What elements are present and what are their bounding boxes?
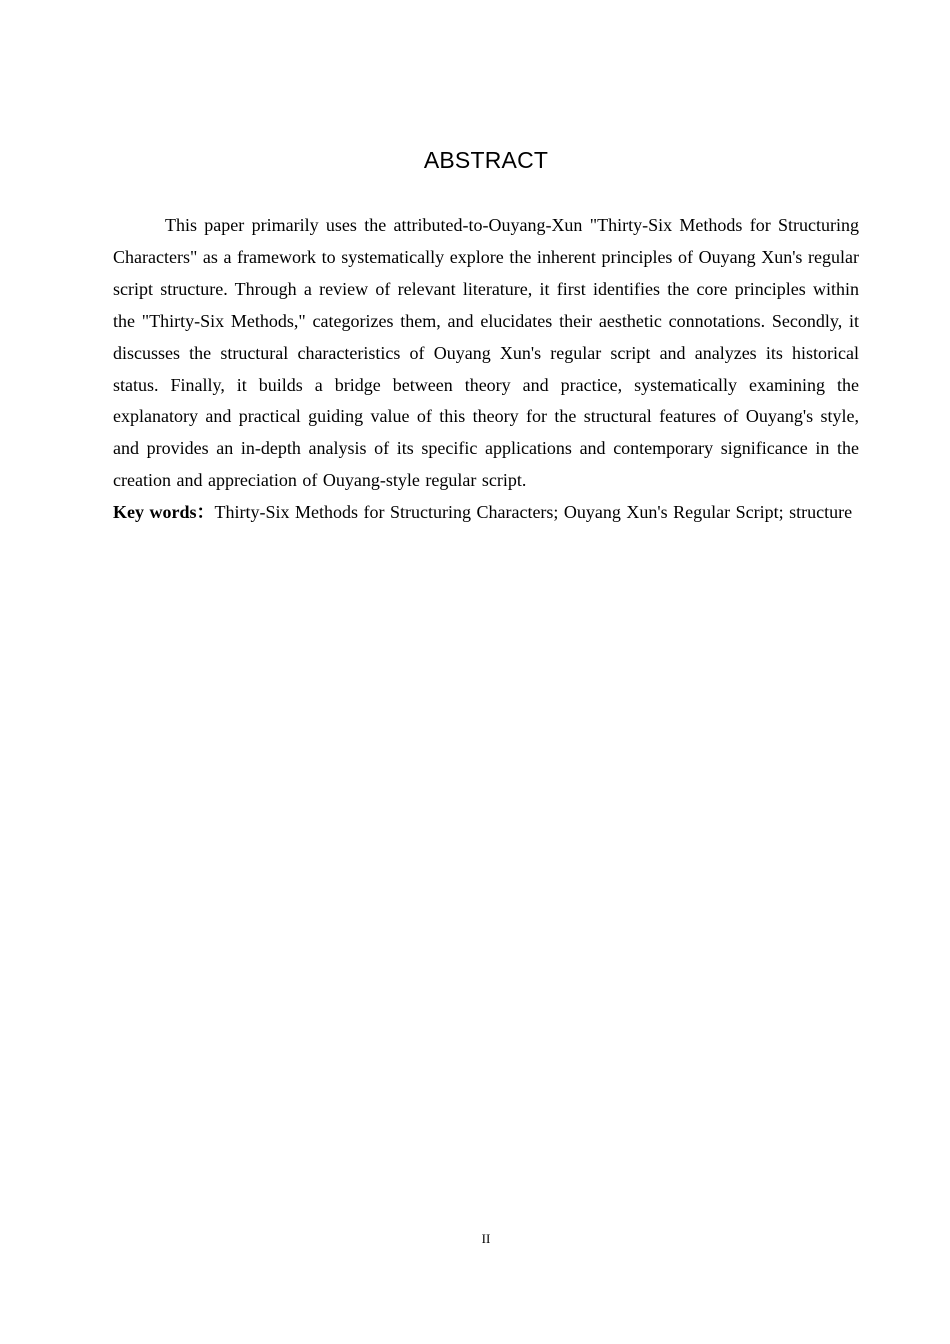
keywords-text: Thirty-Six Methods for Structuring Characters; Ouyang Xun's Regular Script; structure — [214, 502, 853, 523]
keywords-line — [113, 497, 859, 529]
page-number: II — [481, 1231, 491, 1246]
page-title: ABSTRACT — [423, 147, 549, 173]
abstract-body — [113, 210, 859, 529]
abstract-paragraph: This paper primarily uses the attributed-to-Ouyang-Xun "Thirty-Six Methods for Structuring Characters" as a framework to systematically explore the inherent principles of Ouyang Xun's regular script structure. Through a review of relevant literature, it first identifies the core principles within the "Thirty-Six Methods," categorizes them, and elucidates their aesthetic connotations. Secondly, it discusses the structural characteristics of Ouyang Xun's regular script and analyzes its historical status. Finally, it builds a bridge between theory and practice, systematically examining the explanatory and practical guiding value of this theory for the structural features of Ouyang's style, and provides an in-depth analysis of its specific applications and contemporary significance in the creation and appreciation of Ouyang-style regular script. — [113, 215, 859, 491]
keywords-label: Key words： — [113, 502, 215, 523]
